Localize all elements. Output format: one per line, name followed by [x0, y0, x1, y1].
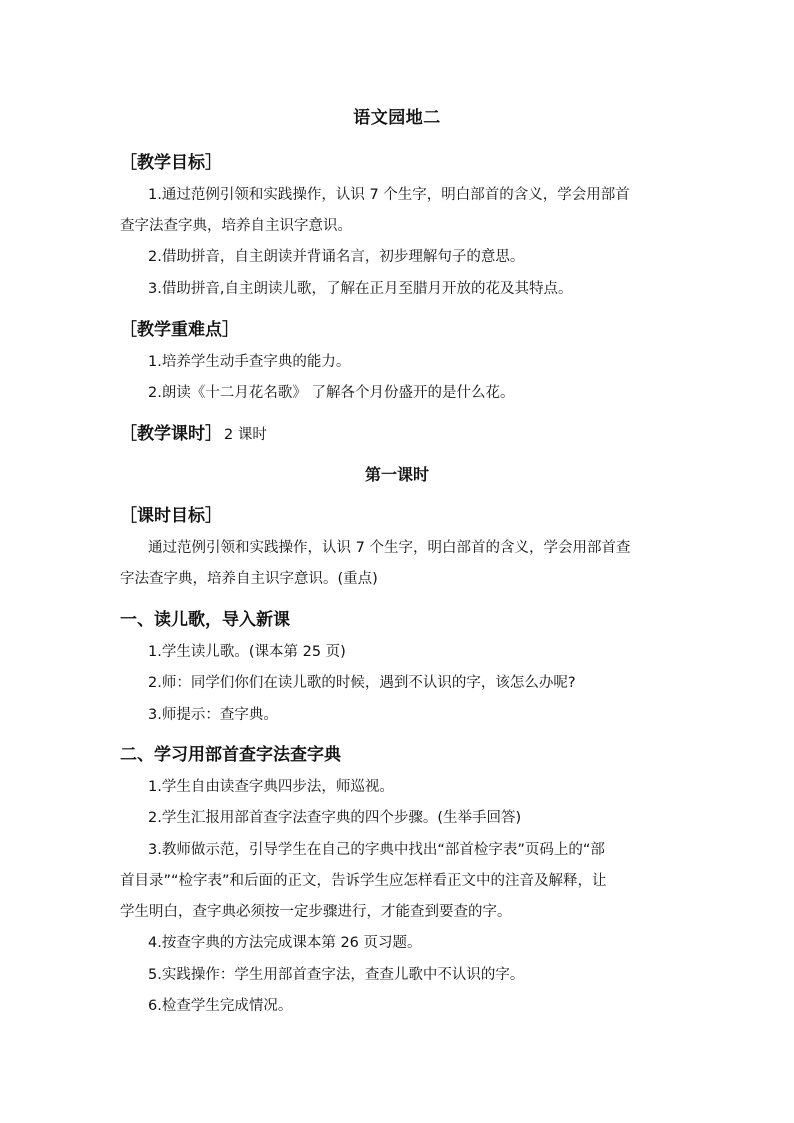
section-2-item-3-line-1: 3.教师做示范，引导学生在自己的字典中找出“部首检字表”页码上的“部 — [148, 842, 605, 858]
objective-item-1 — [120, 180, 680, 242]
section-1-heading: 一、读儿歌，导入新课 — [120, 610, 290, 630]
section-2-item-1: 1.学生自由读查字典四步法，师巡视。 — [148, 779, 394, 795]
objective-item-3: 3.借助拼音,自主朗读儿歌，了解在正月至腊月开放的花及其特点。 — [148, 281, 573, 297]
section-1-item-3: 3.师提示：查字典。 — [148, 707, 278, 723]
section-2-item-5: 5.实践操作：学生用部首查字法，查查儿歌中不认识的字。 — [148, 967, 525, 983]
objective-item-2: 2.借助拼音，自主朗读并背诵名言，初步理解句子的意思。 — [148, 249, 525, 265]
lesson-goal-header: ［课时目标］ — [120, 506, 222, 526]
section-2-item-3-line-3: 学生明白，查字典必须按一定步骤进行，才能查到要查的字。 — [120, 904, 512, 920]
objective-1-line-1: 1.通过范例引领和实践操作，认识 7 个生字，明白部首的含义，学会用部首 — [148, 187, 630, 203]
key-points-header: ［教学重难点］ — [120, 320, 239, 340]
section-2-item-3-line-2: 首目录”“检字表”和后面的正文，告诉学生应怎样看正文中的注音及解释，让 — [120, 873, 607, 889]
lesson-goal — [120, 533, 680, 595]
objectives-header: ［教学目标］ — [120, 153, 222, 173]
hours-header: ［教学课时］ — [120, 424, 222, 444]
hours-row — [120, 419, 267, 444]
lesson-goal-line-2: 字法查字典，培养自主识字意识。(重点) — [120, 571, 378, 587]
hours-value: 2 课时 — [224, 427, 267, 443]
section-1-item-2: 2.师：同学们你们在读儿歌的时候，遇到不认识的字，该怎么办呢? — [148, 675, 576, 691]
objective-1-line-2: 查字法查字典，培养自主识字意识。 — [120, 218, 352, 234]
section-2-item-2: 2.学生汇报用部首查字法查字典的四个步骤。(生举手回答) — [148, 810, 522, 826]
lesson-title: 第一课时 — [364, 465, 429, 484]
key-point-item-1: 1.培养学生动手查字典的能力。 — [148, 354, 351, 370]
section-2-heading: 二、学习用部首查字法查字典 — [120, 745, 341, 765]
section-2-item-3 — [120, 835, 680, 928]
section-2-item-6: 6.检查学生完成情况。 — [148, 998, 293, 1014]
document-title: 语文园地二 — [353, 108, 441, 128]
lesson-goal-line-1: 通过范例引领和实践操作，认识 7 个生字，明白部首的含义，学会用部首查 — [148, 540, 631, 556]
section-2-item-4: 4.按查字典的方法完成课本第 26 页习题。 — [148, 935, 422, 951]
key-point-item-2: 2.朗读《十二月花名歌》 了解各个月份盛开的是什么花。 — [148, 385, 515, 401]
section-1-item-1: 1.学生读儿歌。(课本第 25 页) — [148, 644, 346, 660]
